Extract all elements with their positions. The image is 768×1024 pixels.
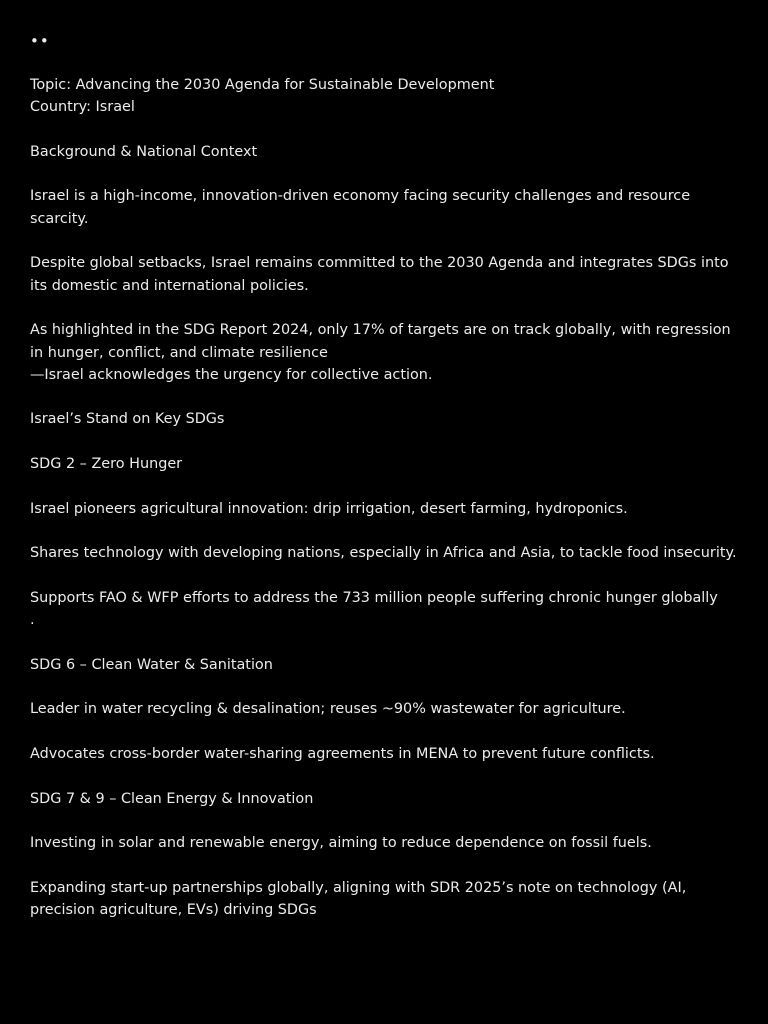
background-paragraph-3: As highlighted in the SDG Report 2024, only 17% of targets are on track globally, with regression in hunger, conflict, and climate resilience (30, 322, 731, 361)
sdg2-heading: SDG 2 – Zero Hunger (30, 456, 183, 473)
topic-line: Topic: Advancing the 2030 Agenda for Sustainable Development (30, 77, 495, 93)
background-paragraph-1: Israel is a high-income, innovation-driven economy facing security challenges and resource scarcity. (30, 188, 691, 227)
background-paragraph-2: Despite global setbacks, Israel remains committed to the 2030 Agenda and integrates SDGs into its domestic and international policies. (30, 255, 729, 294)
background-heading: Background & National Context (30, 143, 258, 160)
sdg2-paragraph-1: Israel pioneers agricultural innovation: drip irrigation, desert farming, hydroponics. (30, 500, 628, 517)
stand-heading: Israel’s Stand on Key SDGs (30, 411, 225, 428)
sdg2-paragraph-3-period: . (30, 612, 35, 629)
ellipsis-marker: •• (30, 32, 50, 50)
sdg6-heading: SDG 6 – Clean Water & Sanitation (30, 656, 273, 673)
country-line: Country: Israel (30, 99, 135, 116)
sdg7-9-paragraph-2: Expanding start-up partnerships globally, aligning with SDR 2025’s note on technology (AI, precision agriculture, EVs) driving SDGs (30, 879, 687, 918)
sdg7-9-paragraph-1: Investing in solar and renewable energy, aiming to reduce dependence on fossil fuels. (30, 835, 652, 852)
note-body[interactable] (30, 30, 738, 921)
sdg6-paragraph-2: Advocates cross-border water-sharing agreements in MENA to prevent future conflicts. (30, 745, 655, 762)
sdg2-paragraph-2: Shares technology with developing nations, especially in Africa and Asia, to tackle food insecurity. (30, 545, 737, 562)
sdg6-paragraph-1: Leader in water recycling & desalination; reuses ~90% wastewater for agriculture. (30, 701, 626, 718)
sdg7-9-heading: SDG 7 & 9 – Clean Energy & Innovation (30, 790, 314, 807)
background-paragraph-3-continuation: —Israel acknowledges the urgency for collective action. (30, 366, 433, 383)
sdg2-paragraph-3: Supports FAO & WFP efforts to address the 733 million people suffering chronic hunger globally (30, 589, 718, 606)
